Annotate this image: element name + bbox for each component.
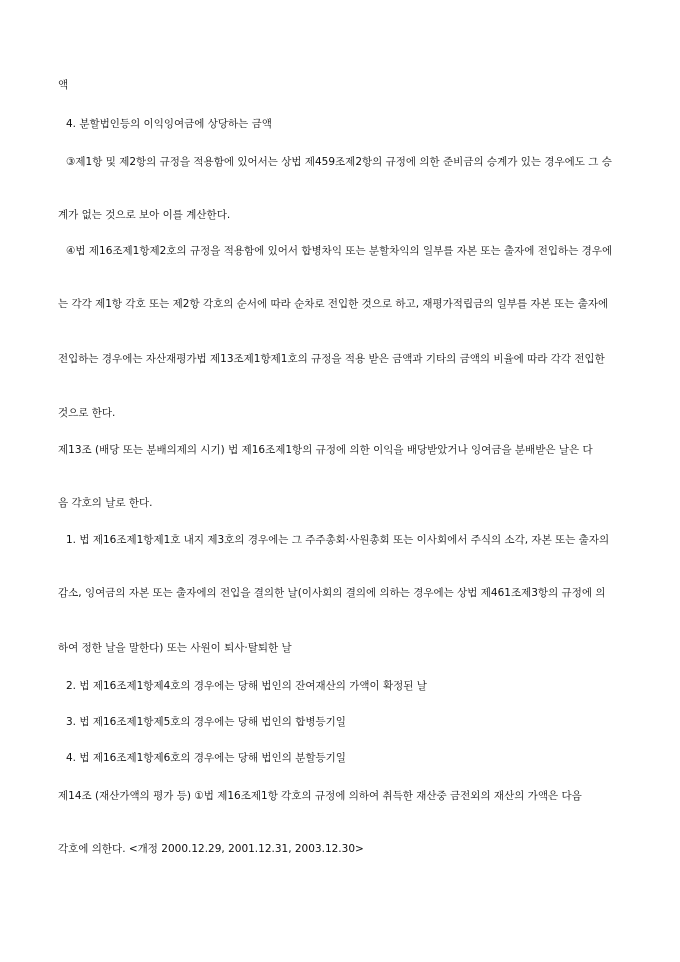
paragraph-4: 계가 없는 것으로 보아 이를 계산한다.: [58, 209, 231, 221]
paragraph-9: 제13조 (배당 또는 분배의제의 시기) 법 제16조제1항의 규정에 의한 이익을 배당받았거나 잉여금을 분배받은 날은 다: [58, 444, 593, 456]
paragraph-16: 4. 법 제16조제1항제6호의 경우에는 당해 법인의 분할등기일: [66, 752, 346, 764]
paragraph-8: 것으로 한다.: [58, 407, 116, 419]
paragraph-10: 음 각호의 날로 한다.: [58, 497, 153, 509]
paragraph-17: 제14조 (재산가액의 평가 등) ①법 제16조제1항 각호의 규정에 의하여 취득한 재산중 금전외의 재산의 가액은 다음: [58, 790, 582, 802]
paragraph-14: 2. 법 제16조제1항제4호의 경우에는 당해 법인의 잔여재산의 가액이 확정된 날: [66, 680, 427, 692]
paragraph-18: 각호에 의한다. <개정 2000.12.29, 2001.12.31, 2003.12.30>: [58, 843, 364, 855]
paragraph-6: 는 각각 제1항 각호 또는 제2항 각호의 순서에 따라 순차로 전입한 것으로 하고, 재평가적립금의 일부를 자본 또는 출자에: [58, 298, 609, 310]
paragraph-13: 하여 정한 날을 말한다) 또는 사원이 퇴사·탈퇴한 날: [58, 642, 292, 654]
paragraph-1: 액: [58, 79, 69, 91]
paragraph-7: 전입하는 경우에는 자산재평가법 제13조제1항제1호의 규정을 적용 받은 금액과 기타의 금액의 비율에 따라 각각 전입한: [58, 353, 605, 365]
paragraph-3: ③제1항 및 제2항의 규정을 적용함에 있어서는 상법 제459조제2항의 규정에 의한 준비금의 승계가 있는 경우에도 그 승: [66, 156, 612, 168]
paragraph-15: 3. 법 제16조제1항제5호의 경우에는 당해 법인의 합병등기일: [66, 716, 346, 728]
paragraph-11: 1. 법 제16조제1항제1호 내지 제3호의 경우에는 그 주주총회·사원총회 또는 이사회에서 주식의 소각, 자본 또는 출자의: [66, 534, 610, 546]
paragraph-12: 감소, 잉여금의 자본 또는 출자에의 전입을 결의한 날(이사회의 결의에 의하는 경우에는 상법 제461조제3항의 규정에 의: [58, 587, 606, 599]
paragraph-5: ④법 제16조제1항제2호의 규정을 적용함에 있어서 합병차익 또는 분할차익의 일부를 자본 또는 출자에 전입하는 경우에: [66, 245, 613, 257]
paragraph-2: 4. 분할법인등의 이익잉여금에 상당하는 금액: [66, 118, 272, 130]
